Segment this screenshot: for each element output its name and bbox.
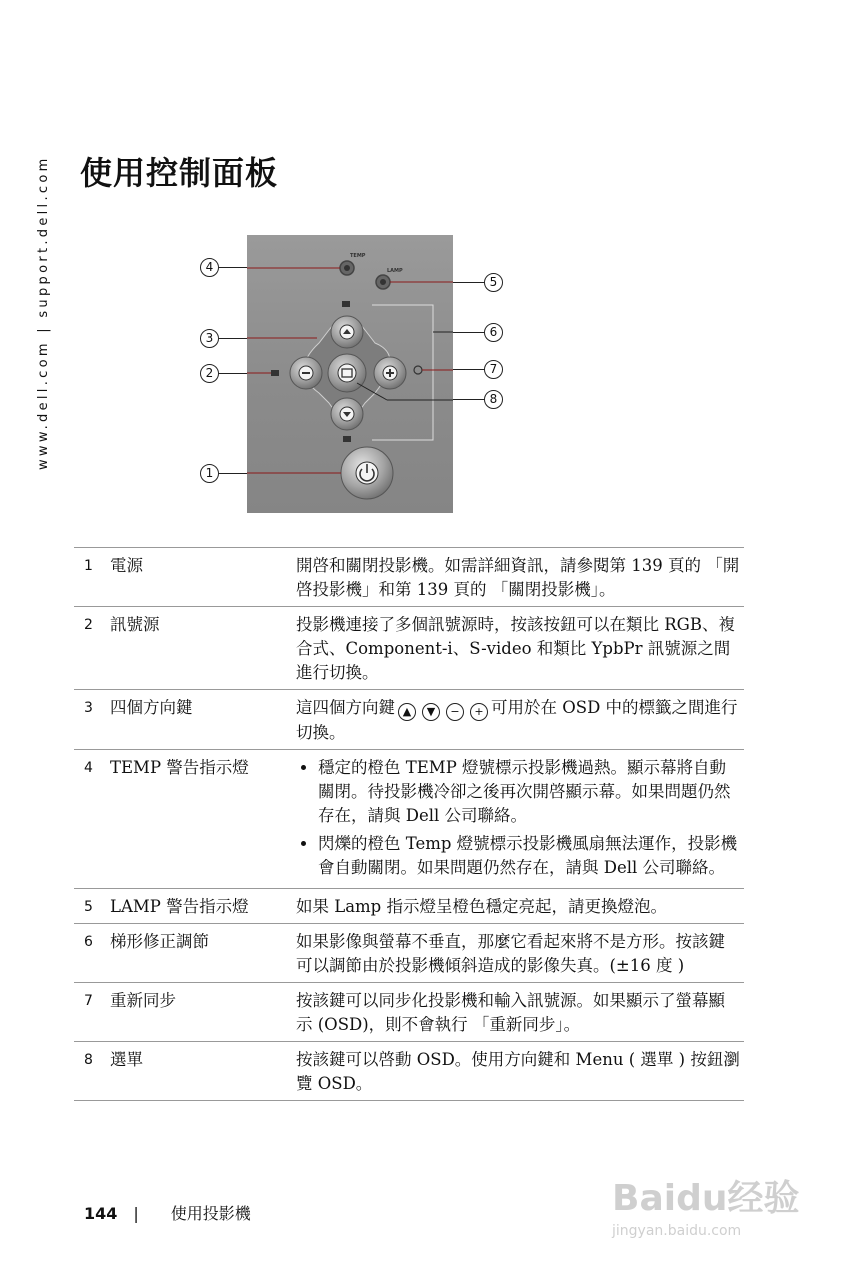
page-number: 144 [84,1204,118,1223]
callout-line [453,332,485,333]
row-description: 如果 Lamp 指示燈呈橙色穩定亮起，請更換燈泡。 [296,889,744,924]
row-name: 訊號源 [110,607,296,690]
callout-6: 6 [484,323,503,342]
row-name: LAMP 警告指示燈 [110,889,296,924]
row-name: 梯形修正調節 [110,924,296,983]
control-panel-image [247,235,453,513]
callout-line [453,399,485,400]
row-name: 重新同步 [110,983,296,1042]
row-description [296,750,744,889]
row-number: 1 [74,548,110,607]
callout-line [219,338,247,339]
callout-2: 2 [200,364,219,383]
callout-line [219,267,247,268]
minus-button [290,357,322,389]
callout-line [453,282,485,283]
plus-icon: + [470,703,488,721]
power-button [341,447,393,499]
row-name: 選單 [110,1042,296,1101]
row-name: TEMP 警告指示燈 [110,750,296,889]
row-description: 開啓和關閉投影機。如需詳細資訊，請參閱第 139 頁的 「開啓投影機」和第 139 頁的 「關閉投影機」。 [296,548,744,607]
row-description: 按該鍵可以啓動 OSD。使用方向鍵和 Menu ( 選單 ) 按鈕瀏覽 OSD。 [296,1042,744,1101]
row-description: 投影機連接了多個訊號源時，按該按鈕可以在類比 RGB、複合式、Component-i、S-video 和類比 YpbPr 訊號源之間進行切換。 [296,607,744,690]
bullet-item: • 閃爍的橙色 Temp 燈號標示投影機風扇無法運作，投影機會自動關閉。如果問題仍然存在，請與 Dell 公司聯絡。 [318,832,740,880]
page-footer [84,1201,251,1224]
table-row [74,690,744,750]
up-button [331,316,363,348]
page-title: 使用控制面板 [80,154,279,192]
callout-8: 8 [484,390,503,409]
row-number: 7 [74,983,110,1042]
table-row [74,889,744,924]
callout-5: 5 [484,273,503,292]
callout-line [219,473,247,474]
row-number: 8 [74,1042,110,1101]
desc-text: 可用於在 OSD 中的標籤之間進行切換。 [296,698,738,742]
callout-line [453,369,485,370]
table-row [74,548,744,607]
row-description: 按該鍵可以同步化投影機和輸入訊號源。如果顯示了螢幕顯示 (OSD)，則不會執行 「重新同步」。 [296,983,744,1042]
footer-section: 使用投影機 [170,1204,251,1223]
down-button [331,398,363,430]
plus-button [374,357,406,389]
watermark-url: jingyan.baidu.com [612,1223,742,1239]
row-number: 3 [74,690,110,750]
table-row [74,983,744,1042]
callout-3: 3 [200,329,219,348]
watermark [612,1170,802,1250]
menu-button [328,354,366,392]
lamp-label: LAMP [387,268,403,274]
control-table [74,547,744,1101]
callout-1: 1 [200,464,219,483]
down-arrow-icon: ▼ [422,703,440,721]
table-row [74,924,744,983]
table-row [74,750,744,889]
row-description: 如果影像與螢幕不垂直，那麼它看起來將不是方形。按該鍵可以調節由於投影機傾斜造成的影像失真。(±16 度 ) [296,924,744,983]
side-url-text: www.dell.com | support.dell.com [36,155,51,470]
table-row [74,1042,744,1101]
row-number: 2 [74,607,110,690]
watermark-logo: Baidu经验 [612,1178,800,1219]
row-name: 電源 [110,548,296,607]
row-description [296,690,744,750]
footer-separator: | [133,1204,139,1223]
temp-label: TEMP [350,253,366,259]
callout-line [219,373,247,374]
desc-text: 這四個方向鍵 [296,698,395,717]
up-arrow-icon: ▲ [398,703,416,721]
callout-4: 4 [200,258,219,277]
table-row [74,607,744,690]
row-number: 5 [74,889,110,924]
row-number: 6 [74,924,110,983]
callout-7: 7 [484,360,503,379]
minus-icon: − [446,703,464,721]
row-name: 四個方向鍵 [110,690,296,750]
bullet-item: • 穩定的橙色 TEMP 燈號標示投影機過熱。顯示幕將自動關閉。待投影機冷卻之後再次開啓顯示幕。如果問題仍然存在，請與 Dell 公司聯絡。 [318,756,740,828]
row-number: 4 [74,750,110,889]
